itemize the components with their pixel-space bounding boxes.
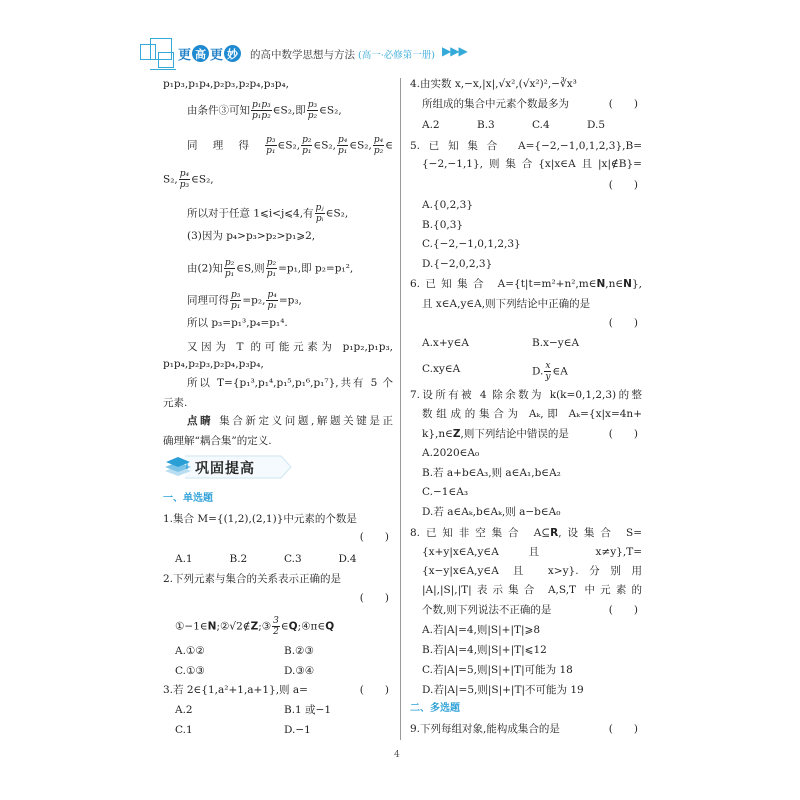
answer-option[interactable] [422, 361, 532, 382]
text-line [410, 721, 642, 737]
text-run: ∈S₂, [349, 139, 372, 152]
fraction-numerator: x [545, 361, 551, 371]
answer-options [175, 663, 393, 679]
fraction-denominator: p₂ [307, 111, 318, 121]
text-run: B.{0,3} [422, 219, 464, 231]
fraction [337, 135, 348, 156]
text-run: =p₂, [242, 294, 266, 307]
fraction-denominator: 2 [273, 627, 279, 637]
fraction-denominator: p₁p₂ [252, 111, 271, 121]
text-line [163, 433, 393, 449]
text-run: ;③ [258, 620, 272, 633]
brand-char: 更 [210, 48, 224, 63]
text-line [422, 642, 642, 658]
text-run: 确理解“耦合集”的定义. [163, 435, 272, 447]
text-line [422, 484, 642, 500]
fraction-denominator: p₂ [373, 146, 384, 156]
fraction [315, 203, 325, 224]
brand-logo [178, 44, 241, 63]
fraction [544, 361, 551, 382]
text-run: A.2 [175, 704, 193, 716]
answer-blank[interactable]: ( ) [359, 592, 389, 604]
fraction-denominator: p₁ [266, 269, 277, 279]
text-run: B.若|A|=4,则|S|+|T|⩽12 [422, 644, 547, 656]
answer-options [422, 361, 642, 382]
text-run: A.1 [175, 553, 193, 565]
fraction-numerator: p₃ [266, 135, 276, 145]
text-run: ∈ [280, 620, 289, 633]
text-run: 2.下列元素与集合的关系表示正确的是 [163, 573, 342, 585]
answer-option[interactable] [230, 551, 285, 567]
text-line [410, 138, 642, 154]
fraction [230, 290, 241, 311]
answer-option[interactable] [175, 702, 284, 718]
answer-options [175, 722, 393, 738]
text-line [410, 525, 642, 541]
text-run: B.1 或−1 [284, 704, 332, 716]
text-run: C.若|A|=5,则|S|+|T|可能为 18 [422, 664, 573, 676]
answer-option[interactable] [284, 663, 393, 679]
text-run: ∈S₂, [325, 207, 349, 220]
text-run: {−2,−1,1},则集合{x|x∈A且|x|∉B}= [422, 158, 642, 170]
answer-option[interactable] [422, 335, 532, 351]
answer-option[interactable] [477, 117, 532, 133]
text-run: 且 x∈A,y∈A,则下列结论中正确的是 [422, 298, 591, 310]
text-run: 4.由实数 x,−x,|x|,√x²,(√x²)²,−∛x³ [410, 78, 577, 90]
text-line [187, 290, 393, 311]
text-run: ,则下列结论中错误的是 [460, 428, 569, 440]
text-line [187, 315, 393, 331]
fraction [266, 290, 277, 311]
text-run: 9.下列每组对象,能构成集合的是 [410, 723, 560, 735]
answer-blank[interactable]: ( ) [608, 98, 638, 110]
answer-blank-line [410, 315, 642, 331]
book-subtitle: (高一·必修第一册) [358, 50, 435, 61]
text-line [422, 256, 642, 272]
text-run: }, [631, 278, 642, 290]
bold-text: R [550, 527, 559, 539]
text-run: 所以对于任意 1⩽i<j⩽4,有 [187, 207, 314, 220]
fraction-numerator: p₃ [307, 100, 318, 110]
text-run: S₂, [163, 173, 178, 186]
text-line [422, 465, 642, 481]
answer-option[interactable] [422, 117, 477, 133]
fraction-numerator: p₄ [267, 290, 277, 300]
text-run: D.5 [587, 119, 606, 131]
fraction-numerator: p₂ [302, 135, 312, 145]
answer-option[interactable] [532, 335, 642, 351]
book-title-text: 的高中数学思想与方法 [250, 49, 355, 61]
text-run: D.若 a∈Aₖ,b∈Aₖ,则 a−b∈A₀ [422, 506, 561, 518]
text-run: D.若|A|=5,则|S|+|T|不可能为 19 [422, 684, 584, 696]
text-line [422, 236, 642, 252]
text-run: 又因为 T 的可能元素为 p₁p₂,p₁p₃, [187, 341, 393, 353]
text-line [187, 203, 393, 224]
text-line [422, 602, 642, 618]
text-run: 集合新定义问题,解题关键是正 [213, 415, 393, 427]
text-run: A.2020∈A₀ [422, 447, 480, 459]
answer-option[interactable] [339, 551, 394, 567]
text-line [422, 622, 642, 638]
fraction-denominator: p₁ [231, 301, 241, 311]
page-header [140, 38, 500, 70]
bold-text: Q [325, 620, 335, 633]
fraction-numerator: 3 [273, 616, 279, 626]
answer-blank[interactable]: ( ) [608, 428, 638, 440]
answer-option[interactable] [175, 551, 230, 567]
logo-square [158, 52, 174, 68]
text-line [422, 682, 642, 698]
text-run: 同理可得 [187, 294, 229, 307]
text-line [422, 544, 642, 560]
answer-blank-line [163, 590, 393, 606]
answer-blank[interactable]: ( ) [608, 723, 638, 735]
fraction-denominator: p₁ [266, 146, 276, 156]
section-heading: 一、单选题 [163, 493, 213, 504]
banner-title: 巩固提高 [195, 461, 255, 477]
header-rule [150, 69, 176, 70]
text-run: C.xy∈A [422, 363, 461, 375]
answer-option[interactable] [175, 663, 284, 679]
fraction [266, 258, 277, 279]
text-run: B.x−y∈A [532, 337, 580, 349]
text-line [422, 426, 642, 442]
text-run: 5.已知集合 A={−2,−1,0,1,2,3},B= [410, 140, 642, 152]
fraction [301, 135, 312, 156]
text-run: {x−y|x∈A,y∈A 且 x>y}.分别用 [422, 565, 642, 577]
text-run: A.x+y∈A [422, 337, 469, 349]
answer-option[interactable] [284, 643, 393, 659]
text-run: p₁p₃,p₁p₄,p₂p₃,p₂p₄,p₃p₄, [163, 78, 289, 90]
fraction-denominator: p₁ [302, 146, 312, 156]
text-run: D.{−2,0,2,3} [422, 258, 493, 270]
graduation-cap-icon [163, 453, 193, 481]
column-divider [400, 78, 401, 740]
text-run: B.②③ [284, 645, 314, 657]
text-run: B.3 [477, 119, 495, 131]
bold-text: N [207, 620, 217, 633]
fraction-numerator: p₄ [337, 135, 348, 145]
answer-options [422, 335, 642, 351]
text-run: ∈S₂, [319, 104, 342, 117]
answer-option[interactable] [532, 361, 642, 382]
text-run: 所以 p₃=p₁³,p₄=p₁⁴. [187, 317, 288, 329]
text-line [163, 395, 393, 411]
text-run: 7.设所有被 4 除余数为 k(k=0,1,2,3)的整 [410, 389, 642, 401]
text-line [187, 413, 393, 429]
text-run: ①−1∈ [175, 620, 208, 633]
text-run: =p₁,即 p₂=p₁², [278, 262, 354, 275]
text-run: 个数,则下列说法不正确的是 [422, 604, 552, 616]
text-run: 8.已知非空集合 A⊆ [410, 527, 551, 539]
fraction [251, 100, 272, 121]
text-run: A.若|A|=4,则|S|+|T|⩾8 [422, 624, 541, 636]
text-run: 6.已知集合 A={t|t=m²+n²,m∈ [410, 278, 597, 290]
text-line [410, 276, 642, 292]
answer-option[interactable] [284, 722, 393, 738]
fraction-denominator: p₃ [179, 180, 190, 190]
answer-blank[interactable]: ( ) [359, 531, 389, 543]
text-run: (3)因为 p₄>p₃>p₂>p₁⩾2, [187, 230, 316, 242]
fraction-denominator: y [545, 372, 551, 382]
text-line [187, 258, 393, 279]
text-run: 由(2)知 [187, 262, 223, 275]
text-line [422, 96, 642, 112]
text-run: 数组成的集合为 Aₖ,即 Aₖ={x|x=4n+ [422, 408, 642, 420]
text-run: 元素. [163, 397, 188, 409]
text-run: C.①③ [175, 665, 205, 677]
fraction [179, 169, 190, 190]
text-run: D.4 [338, 553, 357, 565]
text-line [410, 387, 642, 403]
answer-option[interactable] [532, 117, 587, 133]
text-run: k},n∈ [422, 428, 453, 440]
text-run: 所组成的集合中元素个数最多为 [422, 98, 569, 110]
text-line [163, 511, 393, 527]
text-run: ,n∈ [605, 278, 624, 290]
answer-option[interactable] [175, 722, 284, 738]
text-line [422, 406, 642, 422]
text-run: C.1 [175, 724, 193, 736]
text-run: 1.集合 M={(1,2),(2,1)}中元素的个数是 [163, 513, 357, 525]
bold-text: 点睛 [187, 415, 214, 427]
text-run: ∈S₂,即 [272, 104, 306, 117]
text-line [422, 445, 642, 461]
text-run: 由条件③可知 [187, 104, 250, 117]
text-line [187, 135, 393, 156]
text-line [187, 375, 393, 391]
text-run: C.{−2,−1,0,1,2,3} [422, 238, 521, 250]
text-run: ∈S₂, [313, 139, 336, 152]
fraction [265, 135, 276, 156]
answer-option[interactable] [587, 117, 642, 133]
text-run: ,设集合 S= [558, 527, 642, 539]
text-line [410, 76, 642, 92]
fraction [373, 135, 384, 156]
text-line [422, 197, 642, 213]
fraction [307, 100, 318, 121]
text-line [163, 682, 393, 698]
bold-text: Q [288, 620, 298, 633]
section-heading: 二、多选题 [410, 703, 460, 714]
bold-text: N [623, 278, 632, 290]
text-line [163, 571, 393, 587]
answer-option[interactable] [175, 643, 284, 659]
text-run: 所以 T={p₁³,p₁⁴,p₁⁵,p₁⁶,p₁⁷},共有 5 个 [187, 377, 393, 389]
text-run: =p₃, [278, 294, 302, 307]
text-run: 同理得 [187, 139, 265, 152]
text-run: B.若 a+b∈A₃,则 a∈A₁,b∈A₂ [422, 467, 561, 479]
fraction-numerator: p₁p₃ [252, 100, 271, 110]
fraction-numerator: p₄ [373, 135, 384, 145]
text-line [163, 76, 393, 92]
answer-options [175, 702, 393, 718]
fraction [224, 258, 235, 279]
bold-text: N [596, 278, 606, 290]
text-line [163, 356, 393, 372]
text-run: 3.若 2∈{1,a²+1,a+1},则 a= [163, 684, 308, 696]
text-line [187, 100, 393, 121]
answer-options [175, 551, 393, 567]
answer-blank-line [163, 529, 393, 545]
text-run: B.2 [229, 553, 248, 565]
text-line [422, 217, 642, 233]
text-line [175, 616, 393, 637]
text-run: ∈S,则 [236, 262, 265, 275]
fraction-denominator: p₁ [224, 269, 235, 279]
text-run: ;②√2∉ [216, 620, 251, 633]
page-number: 4 [394, 750, 400, 760]
text-run: C.−1∈A₃ [422, 486, 469, 498]
text-run: A.{0,2,3} [422, 199, 473, 211]
text-line [422, 563, 642, 579]
text-run: C.4 [532, 119, 550, 131]
text-run: p₁p₄,p₂p₃,p₂p₄,p₃p₄, [163, 358, 264, 370]
fraction-denominator: p₁ [267, 301, 277, 311]
text-run: C.3 [284, 553, 302, 565]
brand-char: 妙 [224, 45, 241, 62]
section-banner [163, 453, 295, 481]
text-line [422, 156, 642, 172]
bold-text: Z [250, 620, 259, 633]
answer-options [175, 643, 393, 659]
fraction-numerator: p₄ [179, 169, 190, 179]
answer-blank[interactable]: ( ) [608, 179, 638, 191]
brand-char: 高 [192, 45, 209, 62]
text-run: ∈ [385, 139, 393, 152]
text-run: {x+y|x∈A,y∈A 且 x≠y},T= [422, 546, 642, 558]
text-line [422, 504, 642, 520]
text-line [187, 339, 393, 355]
fraction-numerator: pⱼ [315, 203, 324, 213]
text-run: A.2 [422, 119, 440, 131]
text-run: A.①② [175, 645, 205, 657]
fraction-numerator: p₂ [266, 258, 277, 268]
text-line [422, 582, 642, 598]
text-run: ∈S₂, [277, 139, 301, 152]
arrows-icon: ▶▶▶ [442, 44, 467, 58]
text-line [422, 662, 642, 678]
text-run: D. [532, 365, 544, 378]
text-run: ∈A [552, 365, 568, 378]
text-line [422, 296, 642, 312]
text-run: |A|,|S|,|T|表示集合 A,S,T 中元素的 [422, 584, 642, 596]
text-run: D.−1 [284, 724, 311, 736]
text-run: D.③④ [284, 665, 315, 677]
fraction-numerator: p₂ [224, 258, 235, 268]
answer-blank[interactable]: ( ) [608, 604, 638, 616]
text-run: ∈S₂, [191, 173, 214, 186]
fraction-denominator: pᵢ [315, 214, 324, 224]
book-title [250, 47, 435, 62]
fraction-numerator: p₃ [231, 290, 241, 300]
answer-options [422, 117, 642, 133]
fraction-denominator: p₁ [337, 146, 348, 156]
text-run: ;④π∈ [297, 620, 326, 633]
answer-option[interactable] [284, 551, 339, 567]
text-line [163, 169, 393, 190]
fraction [272, 616, 280, 637]
answer-option[interactable] [284, 702, 393, 718]
brand-char: 更 [178, 48, 192, 63]
bold-text: Z [452, 428, 461, 440]
answer-blank[interactable]: ( ) [359, 684, 389, 696]
answer-blank[interactable]: ( ) [608, 317, 638, 329]
text-line [187, 228, 393, 244]
answer-blank-line [410, 177, 642, 193]
